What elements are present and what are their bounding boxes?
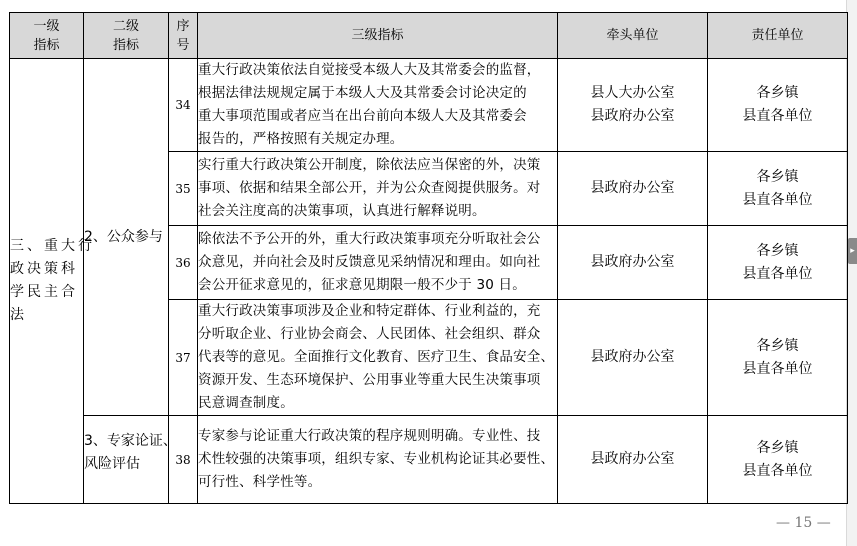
level1-cell: 三、重大行 政决策科 学民主合 法	[10, 59, 84, 504]
lead-unit-cell: 县政府办公室	[558, 416, 708, 504]
resp-unit-cell: 各乡镇 县直各单位	[708, 152, 848, 226]
seq-cell: 38	[169, 416, 198, 504]
scroll-tab-icon[interactable]: ▸	[848, 238, 857, 264]
seq-cell: 35	[169, 152, 198, 226]
table-row	[10, 416, 848, 504]
resp-unit-cell: 各乡镇 县直各单位	[708, 226, 848, 300]
lead-unit-cell: 县政府办公室	[558, 152, 708, 226]
level3-cell: 除依法不予公开的外，重大行政决策事项充分听取社会公 众意见，并向社会及时反馈意见采纳情况和理由。如向社 会公开征求意见的，征求意见期限一般不少于 30 日。	[198, 226, 558, 300]
seq-cell: 36	[169, 226, 198, 300]
resp-unit-cell: 各乡镇 县直各单位	[708, 416, 848, 504]
table-row	[10, 59, 848, 152]
page-number: — 15 —	[776, 515, 831, 531]
table-header-row	[10, 13, 848, 59]
header-lead-unit: 牵头单位	[558, 13, 708, 59]
header-level3: 三级指标	[198, 13, 558, 59]
level2-cell-expert: 3、专家论证、 风险评估	[84, 416, 169, 504]
header-resp-unit: 责任单位	[708, 13, 848, 59]
seq-cell: 37	[169, 300, 198, 416]
level3-cell: 重大行政决策事项涉及企业和特定群体、行业利益的，充 分听取企业、行业协会商会、人民团体、社会组织、群众 代表等的意见。全面推行文化教育、医疗卫生、食品安全、 资源开发、生态环境保护、公用事业等重大民生决策事项 民意调查制度。	[198, 300, 558, 416]
header-level1: 一级 指标	[10, 13, 84, 59]
resp-unit-cell: 各乡镇 县直各单位	[708, 300, 848, 416]
header-level2: 二级 指标	[84, 13, 169, 59]
lead-unit-cell: 县政府办公室	[558, 226, 708, 300]
level3-cell: 实行重大行政决策公开制度，除依法应当保密的外，决策 事项、依据和结果全部公开，并为公众查阅提供服务。对 社会关注度高的决策事项，认真进行解释说明。	[198, 152, 558, 226]
level2-cell-public: 2、公众参与	[84, 59, 169, 416]
lead-unit-cell: 县人大办公室 县政府办公室	[558, 59, 708, 152]
level3-cell: 专家参与论证重大行政决策的程序规则明确。专业性、技 术性较强的决策事项，组织专家、专业机构论证其必要性、 可行性、科学性等。	[198, 416, 558, 504]
seq-cell: 34	[169, 59, 198, 152]
level3-cell: 重大行政决策依法自觉接受本级人大及其常委会的监督， 根据法律法规规定属于本级人大及其常委会讨论决定的 重大事项范围或者应当在出台前向本级人大及其常委会 报告的，严格按照有关规定办理。	[198, 59, 558, 152]
indicator-table	[9, 12, 848, 504]
header-seq: 序 号	[169, 13, 198, 59]
lead-unit-cell: 县政府办公室	[558, 300, 708, 416]
resp-unit-cell: 各乡镇 县直各单位	[708, 59, 848, 152]
